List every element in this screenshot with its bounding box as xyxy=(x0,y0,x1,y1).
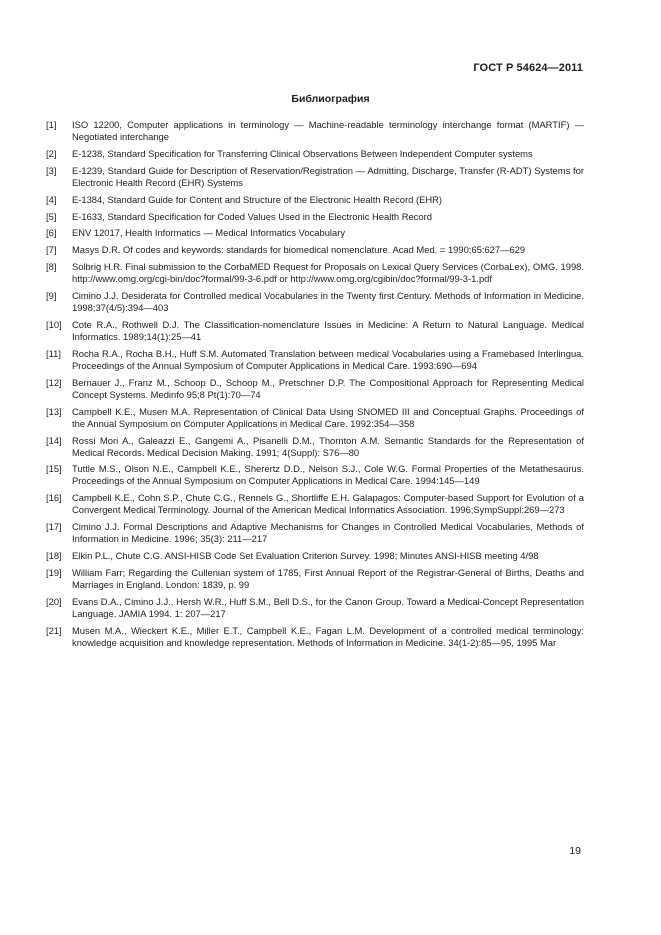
reference-text: ENV 12017, Health Informatics — Medical Informatics Vocabulary xyxy=(72,227,346,239)
reference-item xyxy=(46,435,584,459)
reference-text: Solbrig H.R. Final submission to the CorbaMED Request for Proposals on Lexical Query Services (CorbaLex), OMG. 1998. http://www.omg.org/cgi-bin/doc?formal/99-3-6.pdf or http://www.omg.org/cgibin/doc?formal/99-3-1.pdf xyxy=(72,261,584,285)
reference-item xyxy=(46,377,584,401)
reference-number: [11] xyxy=(46,347,61,359)
page-number: 19 xyxy=(569,845,581,857)
reference-text: E-1633, Standard Specification for Coded Values Used in the Electronic Health Record xyxy=(72,210,432,222)
reference-text: E-1238, Standard Specification for Transferring Clinical Observations Between Independent Computer systems xyxy=(72,147,533,159)
reference-text: E-1239, Standard Guide for Description of Reservation/Registration — Admitting, Discharge, Transfer (R-ADT) Systems for Electronic Health Record (EHR) Systems xyxy=(72,164,584,188)
reference-number: [9] xyxy=(46,290,57,302)
reference-text: William Farr; Regarding the Cullenian system of 1785, First Annual Report of the Registrar-General of Births, Deaths and Marriages in England. London: 1839, p. 99 xyxy=(72,567,584,591)
reference-text: ISO 12200, Computer applications in terminology — Machine-readable terminology interchange format (MARTIF) — Negotiated interchange xyxy=(72,119,584,142)
standard-identifier: ГОСТ Р 54624—2011 xyxy=(473,62,583,74)
reference-item xyxy=(46,521,584,545)
reference-number: [15] xyxy=(46,463,62,475)
page-title: Библиография xyxy=(291,93,370,105)
reference-item xyxy=(46,244,584,256)
reference-text: Musen M.A., Wieckert K.E., Miller E.T., Campbell K.E., Fagan L.M. Development of a controlled medical terminology: knowledge acquisition and knowledge representation. Methods of Information in Medicine. 34(1-2):85—95, 1995 Mar xyxy=(72,624,584,648)
reference-text: Bernauer J., Franz M., Schoop D., Schoop M., Pretschner D.P. The Compositional Approach for Representing Medical Concept Systems. Medinfo 95;8 Pt(1):70—74 xyxy=(72,376,584,400)
reference-text: Campbell K.E., Musen M.A. Representation of Clinical Data Using SNOMED III and Conceptual Graphs. Proceedings of the Annual Symposium on Computer Applications in Medical Care. 1992:354—358 xyxy=(72,405,584,429)
reference-text: Elkin P.L., Chute C.G. ANSI-HISB Code Set Evaluation Criterion Survey. 1998; Minutes ANSI-HISB meeting 4/98 xyxy=(72,550,539,562)
reference-number: [19] xyxy=(46,567,62,579)
reference-text: Rossi Mori A., Galeazzi E., Gangemi A., Pisanelli D.M., Thornton A.M. Semantic Standards for the Representation of Medical Records. Medical Decision Making. 1991; 4(Suppl): S76—80 xyxy=(72,434,584,458)
reference-number: [16] xyxy=(46,492,62,504)
reference-item xyxy=(46,119,584,143)
reference-number: [6] xyxy=(46,227,57,239)
reference-number: [18] xyxy=(46,550,62,562)
reference-number: [2] xyxy=(46,147,57,159)
reference-item xyxy=(46,492,584,516)
reference-text: Campbell K.E., Cohn S.P., Chute C.G., Rennels G., Shortliffe E.H. Galapagos: Computer-based Support for Evolution of a Convergent Medical Terminology. Journal of the American Medical Informatics Association. 1996;SympSuppl:269—273 xyxy=(72,492,584,516)
reference-item xyxy=(46,567,584,591)
reference-text: Cimino J.J. Formal Descriptions and Adaptive Mechanisms for Changes in Controlled Medical Vocabularies, Methods of Information in Medicine. 1996; 35(3): 211—217 xyxy=(72,521,584,545)
reference-text: Rocha R.A., Rocha B.H., Huff S.M. Automated Translation between medical Vocabularies using a Framebased Interlingua. Proceedings of the Annual Symposium of Computer Applications in Medical Care. 1993:690—694 xyxy=(72,347,584,371)
reference-number: [1] xyxy=(46,119,57,130)
reference-text: E-1384, Standard Guide for Content and Structure of the Electronic Health Record (EHR) xyxy=(72,193,442,205)
reference-item xyxy=(46,463,584,487)
reference-item xyxy=(46,348,584,372)
reference-number: [8] xyxy=(46,261,57,273)
reference-text: Evans D.A., Cimino J.J., Hersh W.R., Huff S.M., Bell D.S., for the Canon Group. Toward a Medical-Concept Representation Language. JAMIA 1994. 1: 207—217 xyxy=(72,595,584,619)
reference-item xyxy=(46,550,584,562)
reference-number: [10] xyxy=(46,319,62,331)
reference-number: [17] xyxy=(46,521,62,533)
reference-item xyxy=(46,165,584,189)
reference-number: [3] xyxy=(46,164,57,176)
reference-number: [12] xyxy=(46,376,62,388)
reference-number: [21] xyxy=(46,624,62,636)
reference-item xyxy=(46,319,584,343)
bibliography-list xyxy=(46,119,584,654)
reference-text: Cimino J.J. Desiderata for Controlled medical Vocabularies in the Twenty first Century. Methods of Information in Medicine. 1998;37(4/5):394—403 xyxy=(72,290,584,314)
reference-item xyxy=(46,148,584,160)
reference-item xyxy=(46,194,584,206)
reference-text: Tuttle M.S., Olson N.E., Campbell K.E., Sherertz D.D., Nelson S.J., Cole W.G. Formal Properties of the Metathesaurus. Proceedings of the Annual Symposium on Computer Applications in Medical Care. 1994:145—149 xyxy=(72,463,584,487)
reference-item xyxy=(46,211,584,223)
reference-item xyxy=(46,261,584,285)
reference-number: [13] xyxy=(46,405,62,417)
reference-item xyxy=(46,406,584,430)
reference-text: Masys D.R. Of codes and keywords: standards for biomedical nomenclature. Acad Med. = 1990;65:627—629 xyxy=(72,244,526,256)
reference-item xyxy=(46,625,584,649)
reference-number: [7] xyxy=(46,244,57,256)
reference-number: [20] xyxy=(46,595,62,607)
reference-number: [5] xyxy=(46,210,57,222)
reference-item xyxy=(46,290,584,314)
reference-text: Cote R.A., Rothwell D.J. The Classification-nomenclature Issues in Medicine: A Return to Natural Language. Medical Informatics. 1989;14(1):25—41 xyxy=(72,319,584,343)
reference-item xyxy=(46,596,584,620)
reference-number: [4] xyxy=(46,193,57,205)
reference-item xyxy=(46,227,584,239)
reference-number: [14] xyxy=(46,434,62,446)
